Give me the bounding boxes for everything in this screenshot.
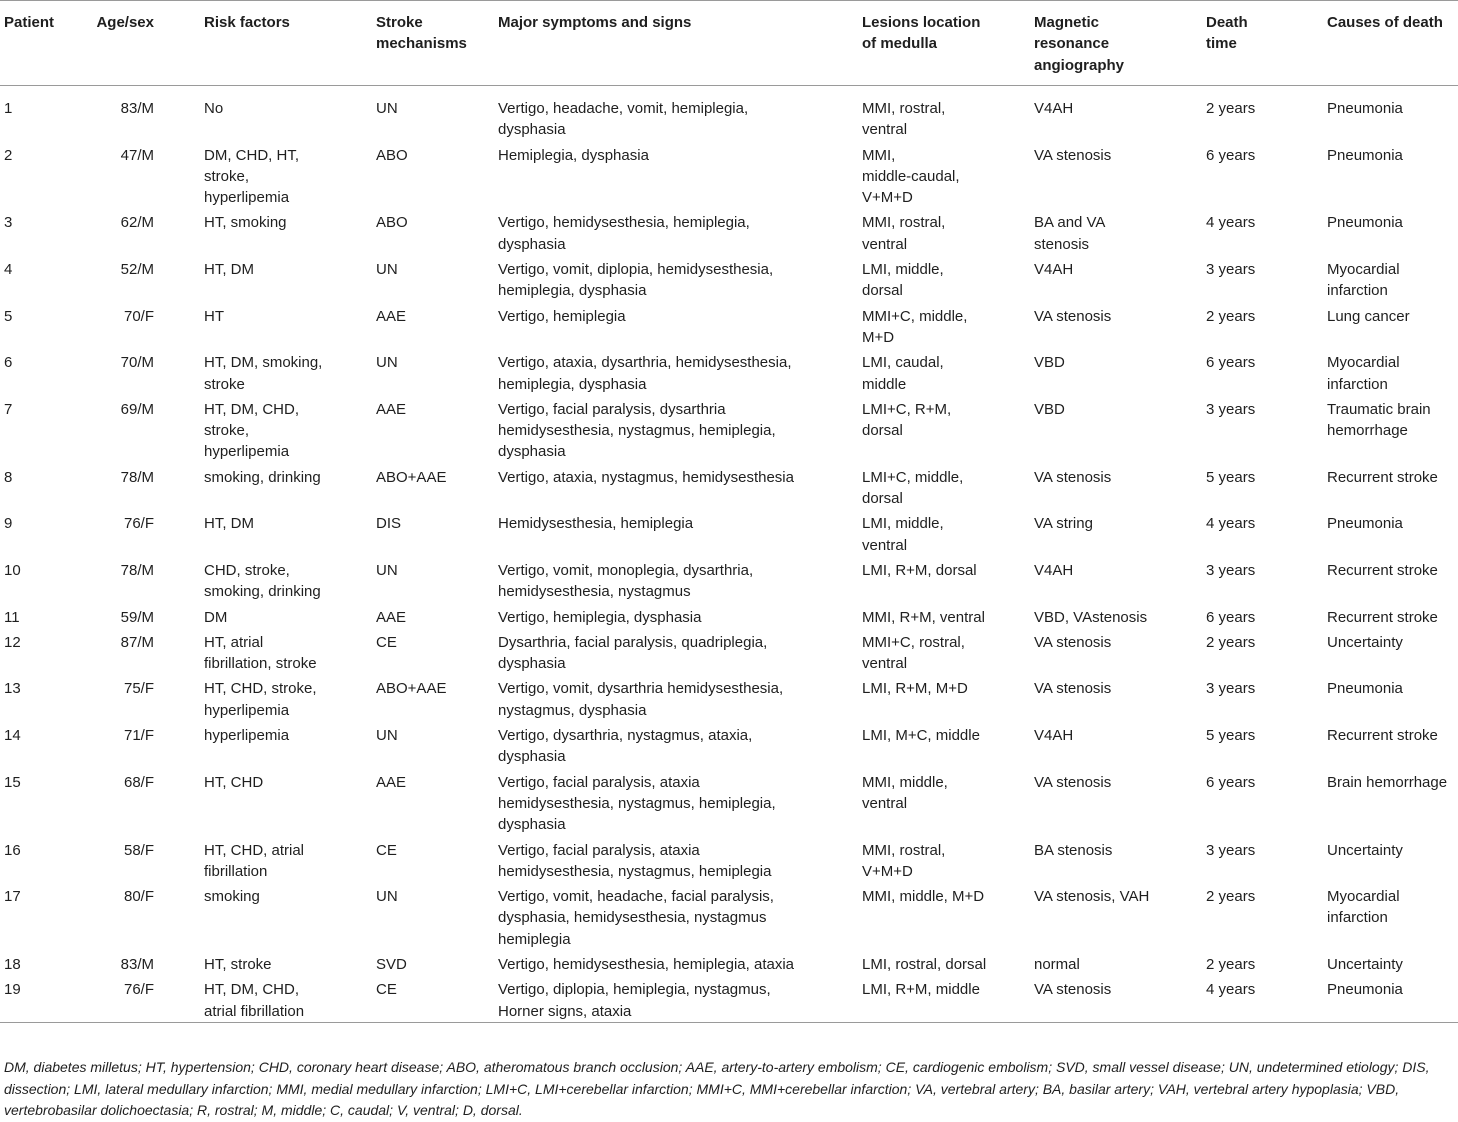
cell-mechanism: UN bbox=[376, 100, 398, 117]
header-death-time: Death time bbox=[1202, 1, 1323, 86]
cell-patient: 15 bbox=[4, 773, 21, 791]
cell-lesions: LMI, caudal, middle bbox=[862, 354, 944, 393]
table-body bbox=[0, 86, 1458, 1023]
table-row bbox=[0, 509, 1458, 556]
cell-mra: BA stenosis bbox=[1034, 841, 1113, 859]
cell-mra: normal bbox=[1034, 955, 1080, 973]
cell-age-sex: 83/M bbox=[120, 100, 154, 117]
cell-age-sex: 70/M bbox=[120, 354, 154, 372]
cell-age-sex: 80/F bbox=[123, 888, 154, 906]
cell-patient: 9 bbox=[4, 515, 13, 533]
header-patient: Patient bbox=[0, 1, 95, 86]
cell-cause: Myocardial infarction bbox=[1327, 888, 1400, 927]
table-row bbox=[0, 975, 1458, 1022]
cell-symptoms: Vertigo, facial paralysis, dysarthria hemidysesthesia, nystagmus, hemiplegia, dysphasia bbox=[498, 400, 776, 461]
cell-patient: 17 bbox=[4, 888, 21, 906]
cell-patient: 3 bbox=[4, 214, 13, 232]
table-row bbox=[0, 628, 1458, 675]
cell-cause: Uncertainty bbox=[1327, 633, 1403, 651]
cell-lesions: LMI, M+C, middle bbox=[862, 727, 980, 745]
cell-mra: VA stenosis bbox=[1034, 773, 1112, 791]
header-risk-factors: Risk factors bbox=[200, 1, 372, 86]
cell-lesions: LMI, R+M, middle bbox=[862, 981, 980, 999]
cell-risk-factors: HT bbox=[204, 307, 224, 325]
cell-mechanism: DIS bbox=[376, 515, 402, 533]
cell-symptoms: Vertigo, facial paralysis, ataxia hemidysesthesia, nystagmus, hemiplegia, dysphasia bbox=[498, 773, 776, 834]
cell-cause: Pneumonia bbox=[1327, 214, 1403, 232]
cell-symptoms: Dysarthria, facial paralysis, quadriplegia, dysphasia bbox=[498, 633, 768, 673]
cell-death-time: 4 years bbox=[1206, 214, 1256, 232]
cell-death-time: 6 years bbox=[1206, 146, 1256, 164]
cell-symptoms: Vertigo, dysarthria, nystagmus, ataxia, dysphasia bbox=[498, 727, 753, 766]
cell-mechanism: UN bbox=[376, 561, 398, 579]
cell-patient: 18 bbox=[4, 955, 21, 973]
cell-mra: VBD, VAstenosis bbox=[1034, 608, 1148, 626]
cell-age-sex: 83/M bbox=[120, 955, 154, 973]
header-lesions: Lesions location of medulla bbox=[858, 1, 1030, 86]
cell-cause: Pneumonia bbox=[1327, 100, 1403, 117]
cell-death-time: 6 years bbox=[1206, 354, 1256, 372]
cell-death-time: 3 years bbox=[1206, 841, 1256, 859]
cell-cause: Uncertainty bbox=[1327, 955, 1403, 973]
cell-death-time: 3 years bbox=[1206, 561, 1256, 579]
cell-patient: 16 bbox=[4, 841, 21, 859]
header-symptoms: Major symptoms and signs bbox=[494, 1, 858, 86]
cell-lesions: LMI+C, middle, dorsal bbox=[862, 468, 964, 508]
cell-mechanism: ABO bbox=[376, 214, 408, 232]
header-row bbox=[0, 1, 1458, 86]
cell-risk-factors: HT, DM bbox=[204, 515, 254, 533]
table-row bbox=[0, 463, 1458, 510]
cell-risk-factors: HT, CHD, atrial fibrillation bbox=[204, 841, 305, 880]
cell-mra: VA stenosis bbox=[1034, 307, 1112, 325]
cell-mechanism: AAE bbox=[376, 400, 407, 418]
cell-mra: VA stenosis bbox=[1034, 468, 1112, 486]
cell-death-time: 3 years bbox=[1206, 400, 1256, 418]
cell-risk-factors: HT, smoking bbox=[204, 214, 287, 232]
cell-symptoms: Vertigo, vomit, headache, facial paralysis, dysphasia, hemidysesthesia, nystagmus hemiplegia bbox=[498, 888, 774, 948]
cell-symptoms: Vertigo, hemiplegia bbox=[498, 307, 626, 325]
cell-patient: 19 bbox=[4, 981, 21, 999]
cell-lesions: MMI, middle, ventral bbox=[862, 773, 948, 812]
cell-patient: 5 bbox=[4, 307, 13, 325]
cell-symptoms: Vertigo, vomit, diplopia, hemidysesthesia, hemiplegia, dysphasia bbox=[498, 261, 774, 300]
cell-cause: Myocardial infarction bbox=[1327, 354, 1400, 393]
table-row bbox=[0, 208, 1458, 255]
cell-symptoms: Vertigo, hemiplegia, dysphasia bbox=[498, 608, 702, 626]
cell-risk-factors: HT, CHD bbox=[204, 773, 264, 791]
cell-lesions: MMI+C, rostral, ventral bbox=[862, 633, 965, 673]
cell-mechanism: UN bbox=[376, 354, 398, 372]
cell-age-sex: 68/F bbox=[123, 773, 154, 791]
table-row bbox=[0, 950, 1458, 975]
cell-mechanism: AAE bbox=[376, 307, 407, 325]
cell-patient: 14 bbox=[4, 727, 21, 745]
cell-symptoms: Vertigo, hemidysesthesia, hemiplegia, ataxia bbox=[498, 955, 795, 973]
cell-cause: Pneumonia bbox=[1327, 146, 1403, 164]
cell-symptoms: Vertigo, vomit, dysarthria hemidysesthesia, nystagmus, dysphasia bbox=[498, 680, 784, 719]
cell-symptoms: Vertigo, ataxia, nystagmus, hemidysesthesia bbox=[498, 468, 794, 486]
cell-death-time: 4 years bbox=[1206, 981, 1256, 999]
cell-age-sex: 62/M bbox=[120, 214, 154, 232]
cell-lesions: MMI, rostral, V+M+D bbox=[862, 841, 946, 880]
cell-lesions: MMI, middle-caudal, V+M+D bbox=[862, 146, 960, 207]
cell-patient: 13 bbox=[4, 680, 21, 698]
cell-age-sex: 58/F bbox=[123, 841, 154, 859]
table-row bbox=[0, 674, 1458, 721]
cell-cause: Pneumonia bbox=[1327, 981, 1403, 999]
cell-risk-factors: HT, DM, CHD, stroke, hyperlipemia bbox=[204, 400, 299, 461]
cell-cause: Recurrent stroke bbox=[1327, 608, 1438, 626]
header-stroke-mechanisms: Stroke mechanisms bbox=[372, 1, 494, 86]
cell-mra: VBD bbox=[1034, 354, 1065, 372]
cell-age-sex: 47/M bbox=[120, 146, 154, 164]
table-row bbox=[0, 302, 1458, 349]
table-row bbox=[0, 255, 1458, 302]
cell-lesions: MMI, R+M, ventral bbox=[862, 608, 985, 626]
cell-risk-factors: CHD, stroke, smoking, drinking bbox=[204, 561, 321, 601]
table-footnote: DM, diabetes milletus; HT, hypertension; CHD, coronary heart disease; ABO, atheromatous branch occlusion; AAE, artery-to-artery embolism; CE, cardiogenic embolism; SVD, small vessel disease; UN, undetermined etiology; DIS, dissection; LMI, lateral medullary infarction; MMI, medial medullary infarction; LMI+C, LMI+cerebellar infarction; MMI+C, MMI+cerebellar infarction; VA, vertebral artery; BA, basilar artery; VAH, vertebral artery hypoplasia; VBD, vertebrobasilar dolichoectasia; R, rostral; M, middle; C, caudal; V, ventral; D, dorsal. bbox=[4, 1059, 1430, 1118]
cell-lesions: LMI, rostral, dorsal bbox=[862, 955, 987, 973]
cell-lesions: LMI, middle, ventral bbox=[862, 515, 944, 554]
cell-mechanism: ABO+AAE bbox=[376, 468, 447, 486]
cell-death-time: 3 years bbox=[1206, 680, 1256, 698]
cell-death-time: 4 years bbox=[1206, 515, 1256, 533]
cell-patient: 1 bbox=[4, 100, 13, 117]
cell-symptoms: Vertigo, headache, vomit, hemiplegia, dysphasia bbox=[498, 100, 749, 139]
cell-mra: VA stenosis bbox=[1034, 981, 1112, 999]
header-mra: Magnetic resonance angiography bbox=[1030, 1, 1202, 86]
cell-patient: 11 bbox=[4, 608, 20, 626]
cell-risk-factors: HT, DM, CHD, atrial fibrillation bbox=[204, 981, 305, 1020]
cell-age-sex: 75/F bbox=[123, 680, 154, 698]
cell-mechanism: ABO bbox=[376, 146, 408, 164]
cell-age-sex: 87/M bbox=[120, 633, 154, 651]
cell-mechanism: ABO+AAE bbox=[376, 680, 447, 698]
cell-death-time: 6 years bbox=[1206, 608, 1256, 626]
cell-patient: 12 bbox=[4, 633, 21, 651]
cell-mra: VA stenosis bbox=[1034, 633, 1112, 651]
cell-lesions: MMI, rostral, ventral bbox=[862, 214, 946, 253]
cell-mechanism: CE bbox=[376, 841, 397, 859]
cell-mra: VA stenosis bbox=[1034, 680, 1112, 698]
header-causes: Causes of death bbox=[1323, 1, 1458, 86]
cell-cause: Traumatic brain hemorrhage bbox=[1327, 400, 1431, 440]
cell-symptoms: Vertigo, facial paralysis, ataxia hemidysesthesia, nystagmus, hemiplegia bbox=[498, 841, 772, 880]
cell-cause: Lung cancer bbox=[1327, 307, 1410, 325]
table-row bbox=[0, 768, 1458, 836]
cell-mra: VA string bbox=[1034, 515, 1093, 533]
cell-risk-factors: hyperlipemia bbox=[204, 727, 290, 745]
cell-risk-factors: No bbox=[204, 100, 224, 117]
cell-patient: 10 bbox=[4, 561, 21, 579]
cell-death-time: 6 years bbox=[1206, 773, 1256, 791]
cell-lesions: LMI, R+M, M+D bbox=[862, 680, 968, 698]
cell-mechanism: UN bbox=[376, 261, 398, 279]
cell-lesions: MMI, middle, M+D bbox=[862, 888, 985, 906]
cell-patient: 7 bbox=[4, 400, 13, 418]
cell-risk-factors: smoking, drinking bbox=[204, 468, 321, 486]
table-row bbox=[0, 86, 1458, 141]
cell-cause: Recurrent stroke bbox=[1327, 468, 1438, 486]
table-row bbox=[0, 836, 1458, 883]
cell-death-time: 2 years bbox=[1206, 888, 1256, 906]
cell-risk-factors: HT, stroke bbox=[204, 955, 272, 973]
cell-symptoms: Hemidysesthesia, hemiplegia bbox=[498, 515, 694, 533]
table-row bbox=[0, 395, 1458, 463]
cell-age-sex: 76/F bbox=[123, 981, 154, 999]
cell-lesions: LMI, middle, dorsal bbox=[862, 261, 944, 300]
table-row bbox=[0, 141, 1458, 209]
table-header bbox=[0, 1, 1458, 86]
cell-mra: V4AH bbox=[1034, 727, 1074, 745]
cell-lesions: MMI+C, middle, M+D bbox=[862, 307, 968, 346]
cell-death-time: 2 years bbox=[1206, 955, 1256, 973]
cell-risk-factors: DM, CHD, HT, stroke, hyperlipemia bbox=[204, 146, 299, 207]
cell-age-sex: 78/M bbox=[120, 561, 154, 579]
cell-lesions: MMI, rostral, ventral bbox=[862, 100, 946, 139]
cell-risk-factors: HT, atrial fibrillation, stroke bbox=[204, 633, 317, 673]
cell-death-time: 3 years bbox=[1206, 261, 1256, 279]
cell-age-sex: 71/F bbox=[123, 727, 154, 745]
cell-mra: BA and VA stenosis bbox=[1034, 214, 1106, 253]
cell-mra: VA stenosis bbox=[1034, 146, 1112, 164]
cell-age-sex: 76/F bbox=[123, 515, 154, 533]
cell-death-time: 2 years bbox=[1206, 100, 1256, 117]
cell-patient: 6 bbox=[4, 354, 13, 372]
cell-age-sex: 59/M bbox=[120, 608, 154, 626]
cell-symptoms: Vertigo, ataxia, dysarthria, hemidysesthesia, hemiplegia, dysphasia bbox=[498, 354, 792, 393]
cell-cause: Myocardial infarction bbox=[1327, 261, 1400, 300]
cell-age-sex: 69/M bbox=[120, 400, 154, 418]
cell-patient: 8 bbox=[4, 468, 13, 486]
cell-age-sex: 52/M bbox=[120, 261, 154, 279]
header-age-sex: Age/sex bbox=[95, 1, 200, 86]
cell-cause: Recurrent stroke bbox=[1327, 561, 1438, 579]
cell-mechanism: AAE bbox=[376, 773, 407, 791]
cell-symptoms: Vertigo, vomit, monoplegia, dysarthria, hemidysesthesia, nystagmus bbox=[498, 561, 754, 601]
cell-mechanism: CE bbox=[376, 981, 397, 999]
cell-risk-factors: HT, DM bbox=[204, 261, 254, 279]
cell-death-time: 2 years bbox=[1206, 633, 1256, 651]
cell-death-time: 5 years bbox=[1206, 468, 1256, 486]
cell-age-sex: 70/F bbox=[123, 307, 154, 325]
cell-cause: Pneumonia bbox=[1327, 515, 1403, 533]
cell-cause: Brain hemorrhage bbox=[1327, 773, 1448, 791]
cell-symptoms: Vertigo, hemidysesthesia, hemiplegia, dysphasia bbox=[498, 214, 750, 253]
cell-cause: Recurrent stroke bbox=[1327, 727, 1438, 745]
cell-mra: V4AH bbox=[1034, 100, 1074, 117]
cell-risk-factors: HT, CHD, stroke, hyperlipemia bbox=[204, 680, 317, 719]
cell-mechanism: CE bbox=[376, 633, 397, 651]
cell-mechanism: SVD bbox=[376, 955, 407, 973]
cell-mra: V4AH bbox=[1034, 261, 1074, 279]
table-row bbox=[0, 603, 1458, 628]
table-row bbox=[0, 348, 1458, 395]
cell-symptoms: Hemiplegia, dysphasia bbox=[498, 146, 649, 164]
cell-risk-factors: smoking bbox=[204, 888, 260, 906]
cell-cause: Uncertainty bbox=[1327, 841, 1403, 859]
cell-mra: VA stenosis, VAH bbox=[1034, 888, 1150, 906]
cell-death-time: 5 years bbox=[1206, 727, 1256, 745]
cell-age-sex: 78/M bbox=[120, 468, 154, 486]
cell-cause: Pneumonia bbox=[1327, 680, 1403, 698]
cell-risk-factors: DM bbox=[204, 608, 228, 626]
cell-mechanism: UN bbox=[376, 727, 398, 745]
table-row bbox=[0, 721, 1458, 768]
cell-lesions: LMI+C, R+M, dorsal bbox=[862, 400, 952, 440]
cell-patient: 2 bbox=[4, 146, 13, 164]
cell-risk-factors: HT, DM, smoking, stroke bbox=[204, 354, 323, 393]
cell-mechanism: AAE bbox=[376, 608, 407, 626]
cell-lesions: LMI, R+M, dorsal bbox=[862, 561, 977, 579]
cell-patient: 4 bbox=[4, 261, 13, 279]
cell-mra: V4AH bbox=[1034, 561, 1074, 579]
table-row bbox=[0, 882, 1458, 950]
table-row bbox=[0, 556, 1458, 603]
cell-death-time: 2 years bbox=[1206, 307, 1256, 325]
cell-mechanism: UN bbox=[376, 888, 398, 906]
cell-mra: VBD bbox=[1034, 400, 1065, 418]
cell-symptoms: Vertigo, diplopia, hemiplegia, nystagmus, Horner signs, ataxia bbox=[498, 981, 771, 1020]
